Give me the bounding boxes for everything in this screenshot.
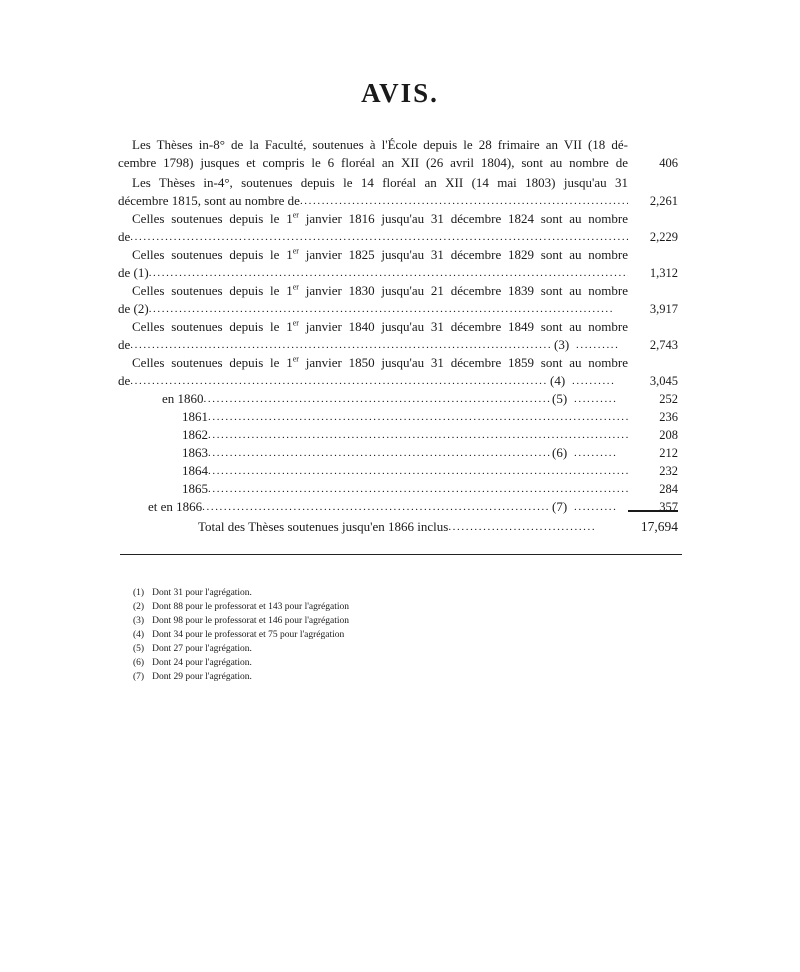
footnote-ref-5: (5) bbox=[552, 391, 568, 406]
footnote-ref-4: (4) bbox=[550, 373, 566, 388]
footnote-ref-3: (3) bbox=[554, 337, 570, 352]
paragraph-6-line-1: Celles soutenues depuis le 1er janvier 1840 jusqu'au 31 décembre 1849 sont au nombre bbox=[132, 318, 628, 334]
year-row: 1862 ..... 208 bbox=[118, 426, 678, 444]
leader-dots: 1864 ..... bbox=[182, 462, 628, 480]
paragraph-2-line-2 bbox=[118, 192, 678, 210]
value-1816-1824: 2,229 bbox=[649, 230, 678, 244]
year-row: 1863 ..... (6) .......... 212 bbox=[118, 444, 678, 462]
total-value: 17,694 bbox=[640, 519, 678, 534]
footnote: (1) Dont 31 pour l'agrégation. bbox=[133, 588, 252, 598]
leader-dots: de ..... bbox=[118, 336, 554, 354]
footnote: (3) Dont 98 pour le professorat et 146 pour l'agrégation bbox=[133, 616, 350, 626]
year-row: 1865 ..... 284 bbox=[118, 480, 678, 498]
footnote: (6) Dont 24 pour l'agrégation. bbox=[133, 658, 252, 668]
value-in8: 406 bbox=[659, 156, 678, 170]
leader-dots: de ..... bbox=[118, 372, 550, 390]
footnote: (2) Dont 88 pour le professorat et 143 pour l'agrégation bbox=[133, 602, 350, 612]
leader-dots: de (1) ..... bbox=[118, 264, 628, 282]
leader-dots: en 1860 ..... bbox=[162, 390, 552, 408]
leader-dots: de ..... bbox=[118, 228, 628, 246]
total-label: Total des Thèses soutenues jusqu'en 1866 inclus bbox=[198, 519, 449, 534]
leader-dots-tail: .......... bbox=[574, 444, 628, 462]
leader-dots-tail: .......... bbox=[572, 372, 628, 390]
leader-dots: 1862 ..... bbox=[182, 426, 628, 444]
paragraph-3-line-2 bbox=[118, 228, 678, 246]
page-title: AVIS. bbox=[361, 78, 439, 108]
footnote-ref-6: (6) bbox=[552, 445, 568, 460]
leader-dots: de (2) ..... bbox=[118, 300, 614, 318]
paragraph-7-line-1: Celles soutenues depuis le 1er janvier 1850 jusqu'au 31 décembre 1859 sont au nombre bbox=[132, 354, 628, 370]
total-rule bbox=[628, 510, 678, 512]
total-row bbox=[118, 518, 678, 536]
leader-dots: et en 1866 ..... bbox=[148, 498, 552, 516]
paragraph-5-line-1: Celles soutenues depuis le 1er janvier 1830 jusqu'au 21 décembre 1839 sont au nombre bbox=[132, 282, 628, 298]
value-1850-1859: 3,045 bbox=[649, 374, 678, 388]
leader-dots-tail: .......... bbox=[574, 498, 628, 516]
paragraph-1-line-1: Les Thèses in-8° de la Faculté, soutenues à l'École depuis le 28 frimaire an VII (18 dé- bbox=[132, 137, 628, 152]
leader-dots-tail: .......... bbox=[574, 390, 628, 408]
paragraph-2-line-1: Les Thèses in-4°, soutenues depuis le 14 floréal an XII (14 mai 1803) jusqu'au 31 bbox=[132, 175, 628, 190]
leader-dots: 1865 ..... bbox=[182, 480, 628, 498]
year-row: 1864 ..... 232 bbox=[118, 462, 678, 480]
leader-dots-tail: .......... bbox=[576, 336, 628, 354]
footnote: (4) Dont 34 pour le professorat et 75 pour l'agrégation bbox=[133, 630, 345, 640]
paragraph-6-line-2 bbox=[118, 336, 678, 354]
footnote: (7) Dont 29 pour l'agrégation. bbox=[133, 672, 252, 682]
paragraph-3-line-1: Celles soutenues depuis le 1er janvier 1816 jusqu'au 31 décembre 1824 sont au nombre bbox=[132, 210, 628, 226]
footnote-ref-7: (7) bbox=[552, 499, 568, 514]
value-in4: 2,261 bbox=[649, 194, 678, 208]
leader-dots bbox=[198, 518, 594, 536]
year-row: 1861 ..... 236 bbox=[118, 408, 678, 426]
value-1825-1829: 1,312 bbox=[649, 266, 678, 280]
paragraph-1-line-2: cembre 1798) jusques et compris le 6 floréal an XII (26 avril 1804), sont au nombre de 406 bbox=[118, 155, 678, 170]
paragraph-5-line-2 bbox=[118, 300, 678, 318]
leader-dots: 1863 ..... bbox=[182, 444, 552, 462]
leader-dots: décembre 1815, sont au nombre de ..... bbox=[118, 192, 628, 210]
year-row: et en 1866 ..... (7) .......... 357 bbox=[118, 498, 678, 516]
paragraph-4-line-2 bbox=[118, 264, 678, 282]
leader-dots: 1861 ..... bbox=[182, 408, 628, 426]
paragraph-7-line-2 bbox=[118, 372, 678, 390]
footnote: (5) Dont 27 pour l'agrégation. bbox=[133, 644, 252, 654]
value-1840-1849: 2,743 bbox=[649, 338, 678, 352]
year-row: en 1860 ..... (5) .......... 252 bbox=[118, 390, 678, 408]
value-1830-1839: 3,917 bbox=[649, 302, 678, 316]
paragraph-4-line-1: Celles soutenues depuis le 1er janvier 1825 jusqu'au 31 décembre 1829 sont au nombre bbox=[132, 246, 628, 262]
separator-rule bbox=[120, 554, 682, 555]
